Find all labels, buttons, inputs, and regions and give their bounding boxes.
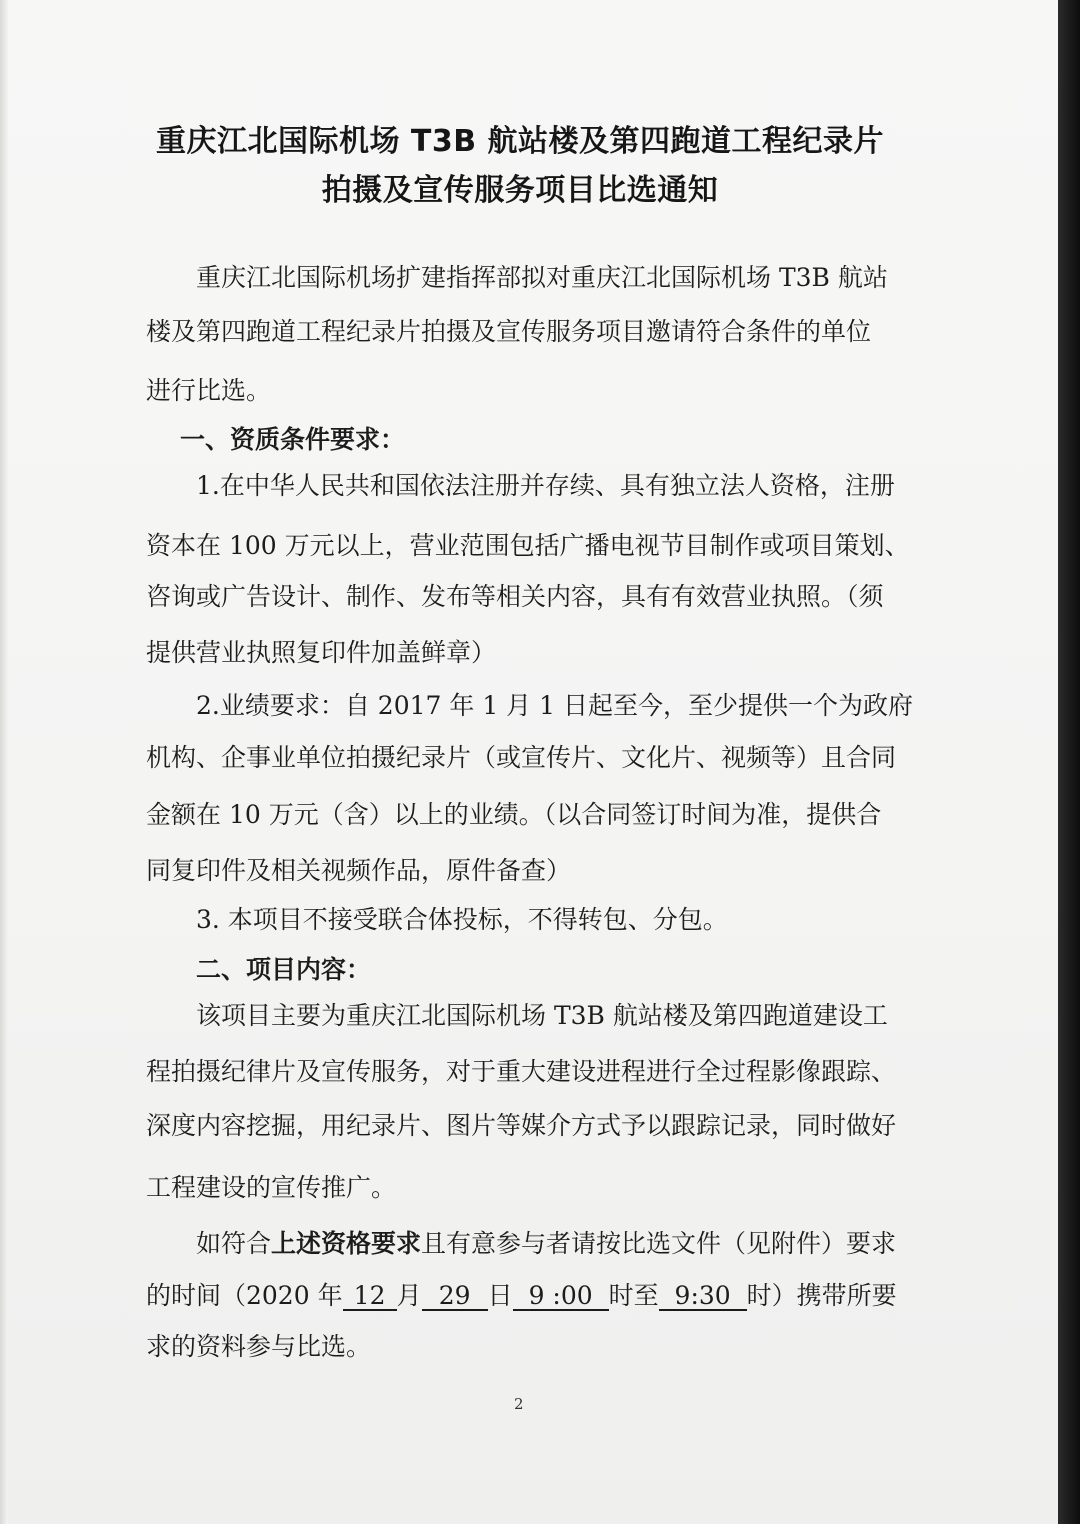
closing-day-field: 29 [422,1283,488,1311]
section2-body-line3: 深度内容挖掘，用纪录片、图片等媒介方式予以跟踪记录，同时做好 [146,1111,897,1140]
closing-date-prefix: 的时间（2020 年 [146,1281,343,1310]
section1-item2-line3: 金额在 10 万元（含）以上的业绩。（以合同签订时间为准，提供合 [146,800,882,829]
scan-dark-border [1058,0,1080,1524]
closing-line2 [146,1276,897,1312]
section2-body-line1: 该项目主要为重庆江北国际机场 T3B 航站楼及第四跑道建设工 [196,1001,888,1030]
intro-line-3: 进行比选。 [146,376,272,405]
section1-item1-line2: 资本在 100 万元以上，营业范围包括广播电视节目制作或项目策划、 [146,531,910,560]
section1-item1-line1: 1.在中华人民共和国依法注册并存续、具有独立法人资格，注册 [196,471,895,500]
section1-item1-line4: 提供营业执照复印件加盖鲜章） [146,638,497,667]
page-edge-shadow [0,0,8,1524]
closing-prefix: 如符合 [196,1229,272,1258]
closing-day-unit: 日 [487,1281,513,1310]
section1-item1-line3: 咨询或广告设计、制作、发布等相关内容，具有有效营业执照。（须 [146,582,884,611]
closing-line1 [196,1224,896,1260]
closing-emphasis: 上述资格要求 [271,1229,422,1258]
section2-body-line2: 程拍摄纪律片及宣传服务，对于重大建设进程进行全过程影像跟踪、 [146,1057,897,1086]
intro-line-1: 重庆江北国际机场扩建指挥部拟对重庆江北国际机场 T3B 航站 [196,263,888,292]
section1-item2-line4: 同复印件及相关视频作品，原件备查） [146,856,572,885]
closing-date-suffix: 时）携带所要 [746,1281,897,1310]
closing-time-separator: 时至 [608,1281,659,1310]
section1-item3: 3. 本项目不接受联合体投标，不得转包、分包。 [196,905,728,934]
closing-suffix: 且有意参与者请按比选文件（见附件）要求 [421,1229,897,1258]
page-number: 2 [514,1395,524,1413]
section1-heading: 一、资质条件要求： [180,425,406,454]
document-title-line2: 拍摄及宣传服务项目比选通知 [321,173,719,208]
document-title-line1: 重庆江北国际机场 T3B 航站楼及第四跑道工程纪录片 [155,124,885,159]
closing-month-unit: 月 [396,1281,422,1310]
section2-heading: 二、项目内容： [196,955,372,984]
closing-end-time-field: 9:30 [659,1283,747,1311]
closing-month-field: 12 [343,1283,397,1311]
intro-line-2: 楼及第四跑道工程纪录片拍摄及宣传服务项目邀请符合条件的单位 [146,317,872,346]
closing-start-time-field: 9 :00 [513,1283,609,1311]
closing-line3: 求的资料参与比选。 [146,1332,372,1361]
section1-item2-line2: 机构、企事业单位拍摄纪录片（或宣传片、文化片、视频等）且合同 [146,743,897,772]
section2-body-line4: 工程建设的宣传推广。 [146,1173,397,1202]
section1-item2-line1: 2.业绩要求：自 2017 年 1 月 1 日起至今，至少提供一个为政府 [196,691,913,720]
